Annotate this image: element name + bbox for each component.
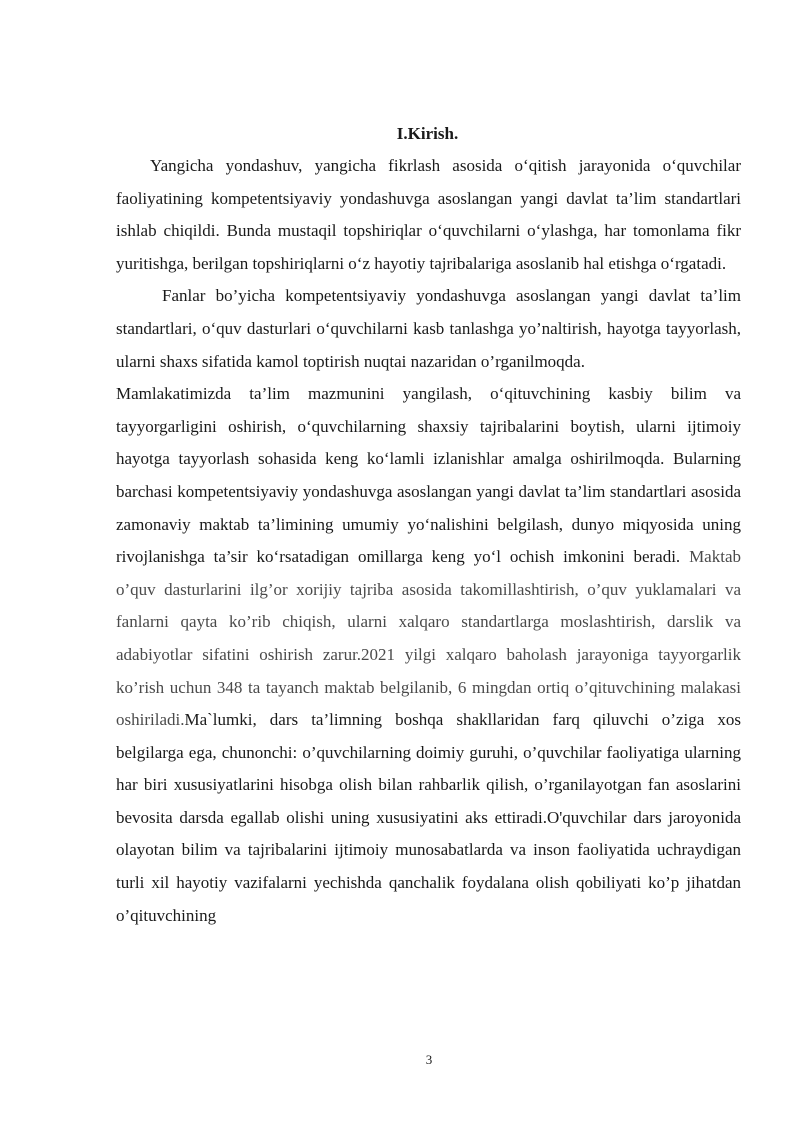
paragraph-reforms-muted-text: Maktab o’quv dasturlarini ilg’or xorijiy tajriba asosida takomillashtirish, o’quv yuklamalari va fanlarni qayta ko’rib chiqish, ularni xalqaro standartlarga moslashtirish, darslik va adabiyotlar sifatini oshirish zarur.2021 yilgi xalqaro baholash jarayoniga tayyorgarlik ko’rish uchun 348 ta tayanch maktab belgilanib, 6 mingdan ortiq o’qituvchining malakasi oshiriladi. — [116, 547, 741, 730]
paragraph-reforms-text: Mamlakatimizda ta’lim mazmunini yangilash, o‘qituvchining kasbiy bilim va tayyorgarligini oshirish, o‘quvchilarning shaxsiy tajribalarini boytish, ularni ijtimoiy hayotga tayyorlash sohasida keng ko‘lamli izlanishlar amalga oshirilmoqda. Bularning barchasi kompetentsiyaviy yondashuvga asoslangan yangi davlat ta’lim standartlari asosida zamonaviy maktab ta’limining umumiy yo‘nalishini belgilash, dunyo miqyosida uning rivojlanishga ta’sir ko‘rsatadigan omillarga keng yo‘l ochish imkonini beradi. — [116, 384, 741, 567]
paragraph-standards: Fanlar bo’yicha kompetentsiyaviy yondashuvga asoslangan yangi davlat ta’lim standartlari, o‘quv dasturlari o‘quvchilarni kasb tanlashga yo’naltirish, hayotga tayyorlash, ularni shaxs sifatida kamol toptirish nuqtai nazaridan o’rganilmoqda. — [116, 286, 741, 371]
body-text — [116, 150, 741, 932]
paragraph-intro: Yangicha yondashuv, yangicha fikrlash asosida o‘qitish jarayonida o‘quvchilar faoliyatining kompetentsiyaviy yondashuvga asoslangan yangi davlat ta’lim standartlari ishlab chiqildi. Bunda mustaqil topshiriqlar o‘quvchilarni o‘ylashga, har tomonlama fikr yuritishga, berilgan topshiriqlarni o‘z hayotiy tajribalariga asoslanib hal etishga o‘rgatadi. — [116, 156, 741, 273]
section-title: I.Kirish. — [396, 124, 459, 143]
page-number: 3 — [425, 1052, 433, 1067]
paragraph-reforms-tail-text: Ma`lumki, dars ta’limning boshqa shakllaridan farq qiluvchi o’ziga xos belgilarga ega, chunonchi: o’quvchilarning doimiy guruhi, o’quvchilar faoliyatiga ularning har biri xususiyatlarini hisobga olish bilan rahbarlik qilish, o’rganilayotgan fan asoslarini bevosita darsda egallab olishi uning xususiyatini aks ettiradi.O'quvchilar dars jaroyonida olayotan bilim va tajribalarini ijtimoiy munosabatlarda va inson faoliyatida uchraydigan turli xil hayotiy vazifalarni yechishda qanchalik foydalana olish qobiliyati ko’p jihatdan o’qituvchining — [116, 710, 741, 925]
paragraph-reforms — [116, 378, 741, 932]
